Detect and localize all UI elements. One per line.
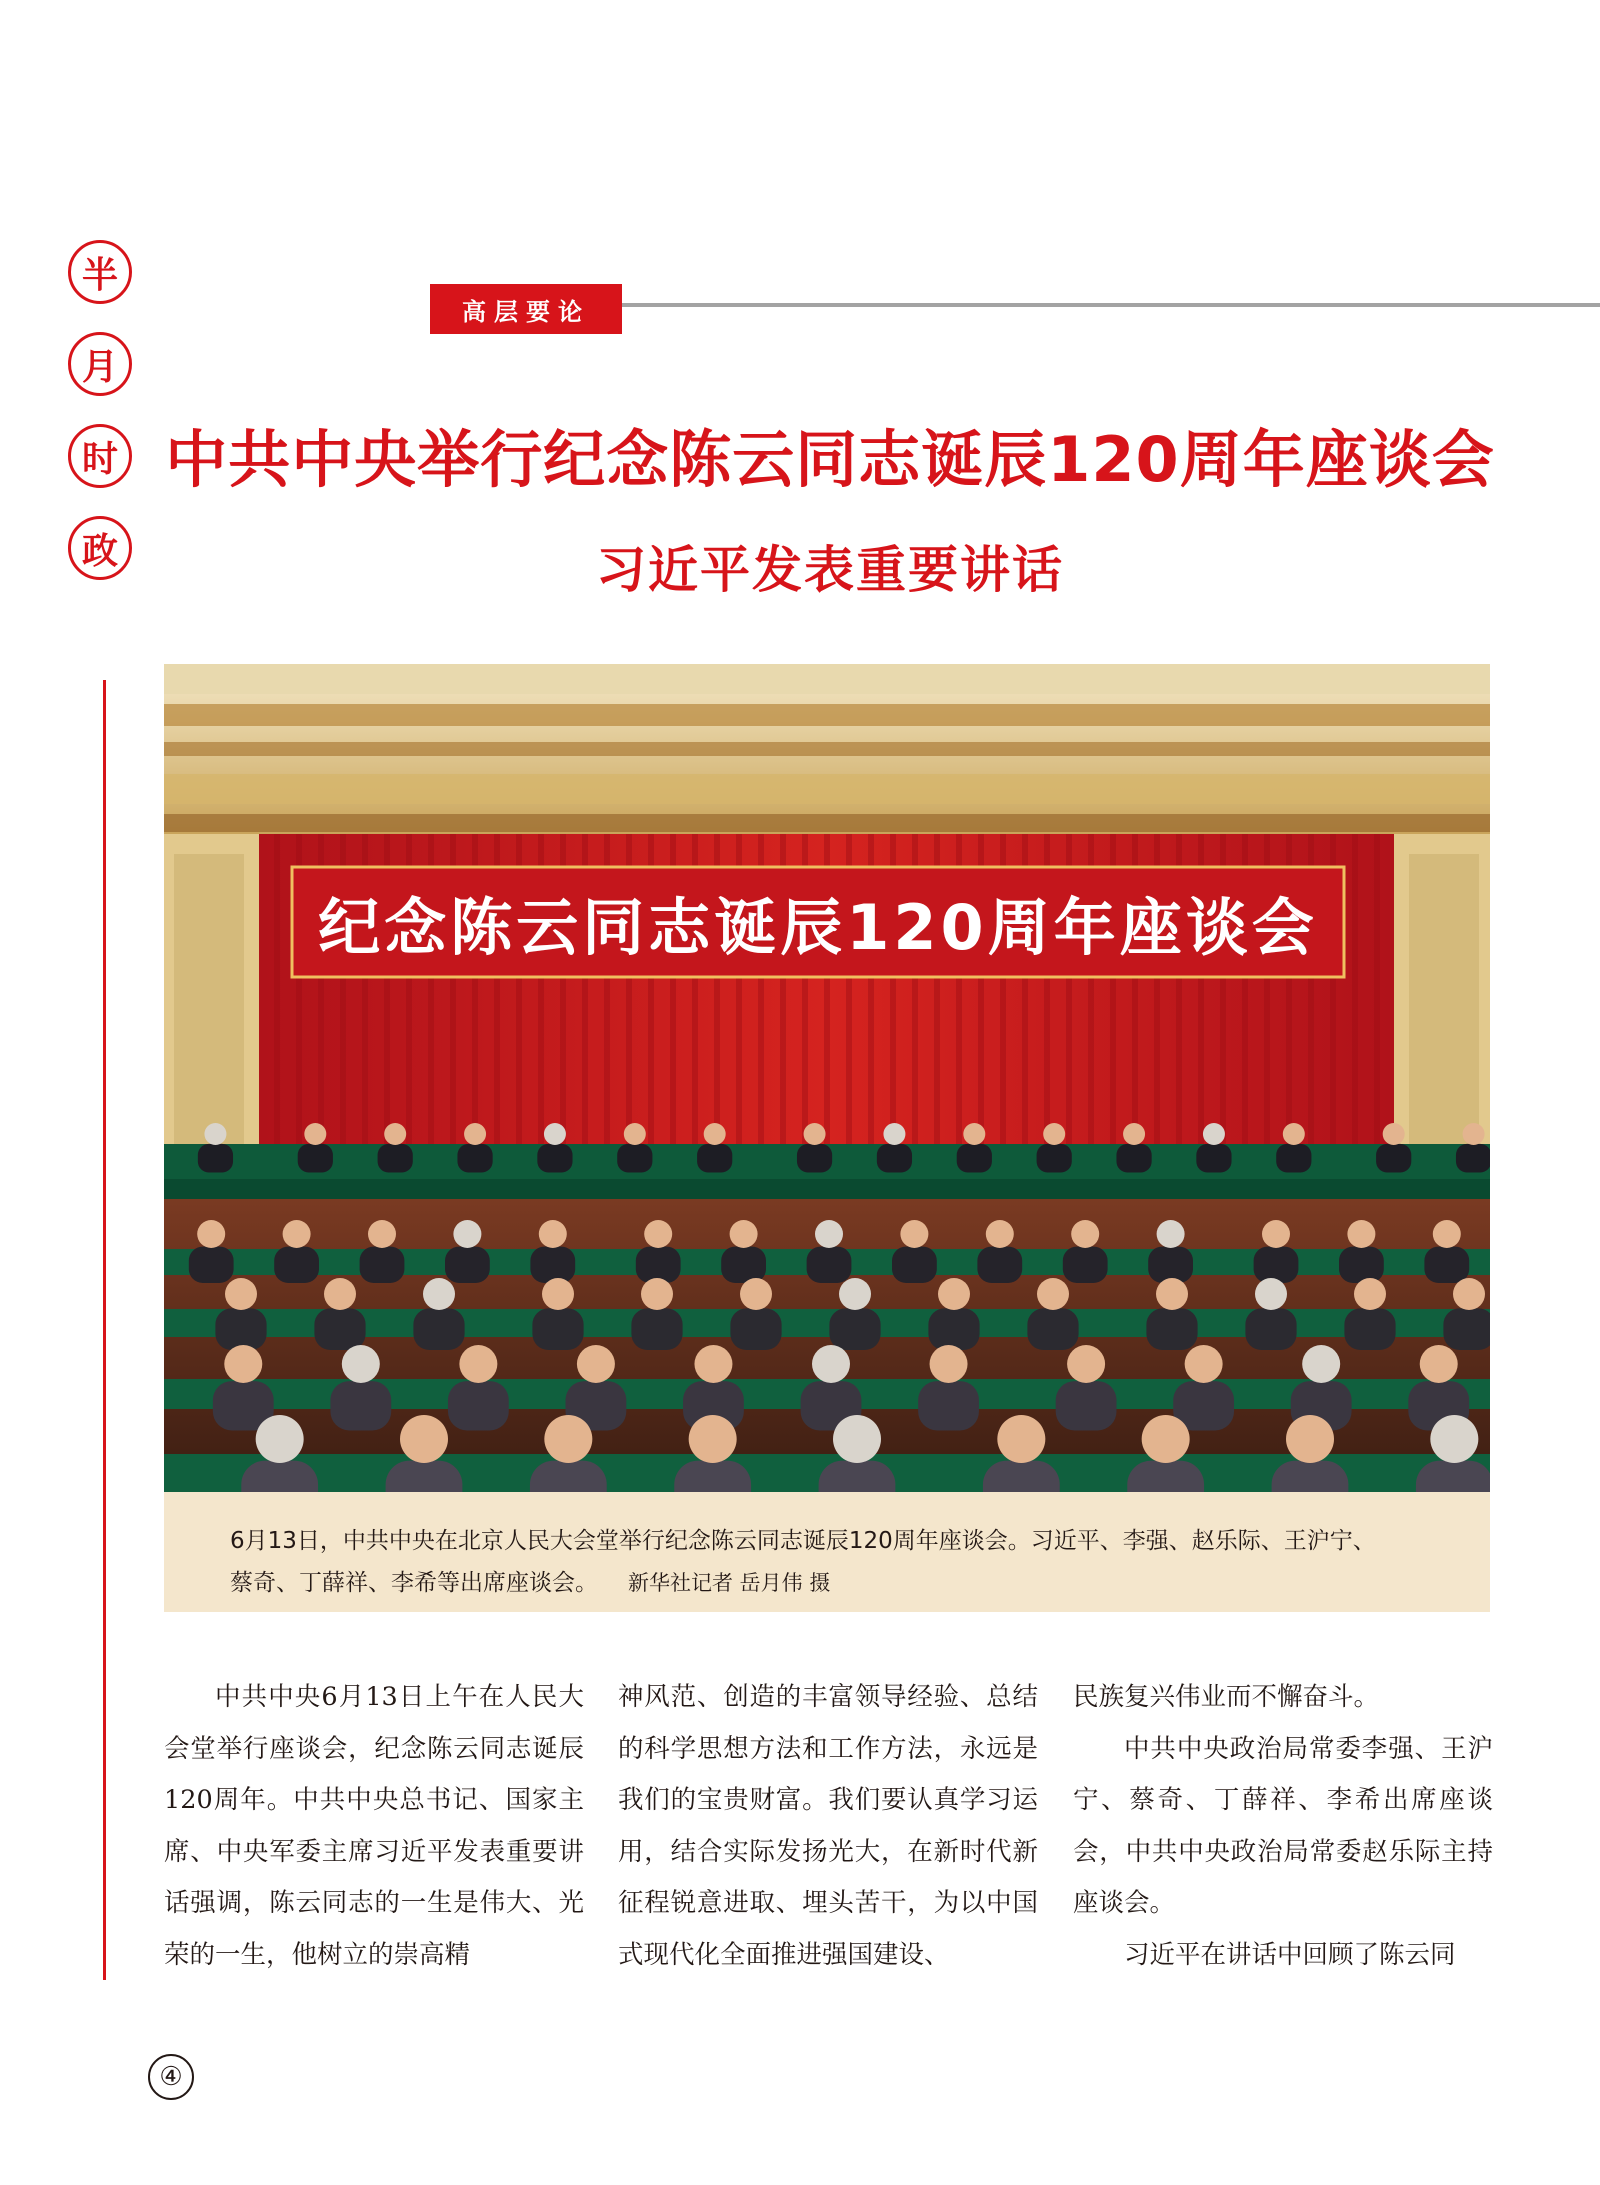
attendee-head — [1302, 1345, 1340, 1383]
attendee-head — [368, 1220, 396, 1248]
section-tag: 高层要论 — [430, 284, 622, 334]
attendee-head — [342, 1345, 380, 1383]
attendee-body — [1127, 1461, 1204, 1492]
attendee-head — [423, 1278, 455, 1310]
page-number: ④ — [148, 2054, 194, 2100]
page-subtitle: 习近平发表重要讲话 — [596, 541, 1064, 599]
attendee-head — [833, 1415, 881, 1463]
photo-caption — [164, 1492, 1490, 1612]
attendee-body — [215, 1308, 266, 1350]
attendee-head — [384, 1123, 406, 1145]
attendee-head — [730, 1220, 758, 1248]
attendee-head — [624, 1123, 646, 1145]
attendee-body — [1424, 1247, 1469, 1283]
attendee-body — [892, 1247, 937, 1283]
attendee-body — [1272, 1461, 1349, 1492]
attendee-body — [977, 1247, 1022, 1283]
attendee-body — [1276, 1144, 1311, 1173]
attendee-head — [453, 1220, 481, 1248]
attendee-body — [298, 1144, 333, 1173]
event-photo — [164, 664, 1490, 1492]
attendee-body — [198, 1144, 233, 1173]
paragraph: 中共中央6月13日上午在人民大会堂举行座谈会，纪念陈云同志诞辰120周年。中共中央总书记、国家主席、中央军委主席习近平发表重要讲话强调，陈云同志的一生是伟大、光荣的一生，他树立的崇高精 — [164, 1682, 584, 1970]
attendee-head — [1255, 1278, 1287, 1310]
section-rule — [622, 303, 1600, 307]
attendee-head — [1123, 1123, 1145, 1145]
attendee-head — [1463, 1123, 1485, 1145]
attendee-head — [1430, 1415, 1478, 1463]
attendee-body — [1456, 1144, 1490, 1173]
attendee-head — [839, 1278, 871, 1310]
photo-credit: 新华社记者 岳月伟 摄 — [628, 1571, 831, 1595]
attendee-body — [819, 1461, 896, 1492]
attendee-head — [224, 1345, 262, 1383]
attendee-head — [577, 1345, 615, 1383]
attendee-head — [400, 1415, 448, 1463]
attendee-head — [1262, 1220, 1290, 1248]
attendee-head — [1157, 1220, 1185, 1248]
attendee-head — [1453, 1278, 1485, 1310]
attendee-head — [986, 1220, 1014, 1248]
attendee-head — [938, 1278, 970, 1310]
attendee-body — [241, 1461, 318, 1492]
attendee-body — [829, 1308, 880, 1350]
attendee-head — [883, 1123, 905, 1145]
attendee-body — [1443, 1308, 1490, 1350]
attendee-body — [1416, 1461, 1490, 1492]
page-title: 中共中央举行纪念陈云同志诞辰120周年座谈会 — [165, 423, 1495, 496]
attendee-head — [1203, 1123, 1225, 1145]
attendee-body — [957, 1144, 992, 1173]
attendee-body — [721, 1247, 766, 1283]
attendee-body — [378, 1144, 413, 1173]
attendee-head — [1420, 1345, 1458, 1383]
attendee-head — [1354, 1278, 1386, 1310]
paragraph: 中共中央政治局常委李强、王沪宁、蔡奇、丁薛祥、李希出席座谈会，中共中央政治局常委赵乐际主持座谈会。 — [1073, 1733, 1493, 1918]
attendee-body — [537, 1144, 572, 1173]
attendee-head — [1142, 1415, 1190, 1463]
attendee-body — [1344, 1308, 1395, 1350]
attendee-body — [314, 1308, 365, 1350]
attendee-head — [283, 1220, 311, 1248]
attendee-head — [304, 1123, 326, 1145]
attendee-body — [413, 1308, 464, 1350]
attendee-head — [544, 1415, 592, 1463]
attendee-body — [983, 1461, 1060, 1492]
attendee-head — [997, 1415, 1045, 1463]
masthead-char-1: 半 — [68, 240, 132, 304]
attendee-head — [1071, 1220, 1099, 1248]
caption-line-2-text: 蔡奇、丁薛祥、李希等出席座谈会。 — [230, 1570, 598, 1596]
attendee-body — [1148, 1247, 1193, 1283]
body-column-2 — [618, 1672, 1038, 1981]
attendee-head — [1037, 1278, 1069, 1310]
attendee-body — [674, 1461, 751, 1492]
attendee-head — [1283, 1123, 1305, 1145]
attendee-body — [445, 1247, 490, 1283]
attendee-body — [1339, 1247, 1384, 1283]
paragraph: 民族复兴伟业而不懈奋斗。 — [1073, 1682, 1380, 1712]
attendee-body — [1027, 1308, 1078, 1350]
event-photo-illustration — [164, 664, 1490, 1492]
attendee-head — [1286, 1415, 1334, 1463]
attendee-head — [694, 1345, 732, 1383]
attendee-head — [542, 1278, 574, 1310]
attendee-body — [730, 1308, 781, 1350]
attendee-body — [530, 1461, 607, 1492]
masthead — [68, 240, 134, 608]
attendee-body — [330, 1381, 391, 1430]
attendee-head — [539, 1220, 567, 1248]
attendee-head — [1067, 1345, 1105, 1383]
attendee-body — [530, 1247, 575, 1283]
attendee-head — [930, 1345, 968, 1383]
attendee-body — [1056, 1381, 1117, 1430]
attendee-head — [324, 1278, 356, 1310]
attendee-head — [459, 1345, 497, 1383]
attendee-head — [1185, 1345, 1223, 1383]
masthead-char-2: 月 — [68, 332, 132, 396]
attendee-body — [274, 1247, 319, 1283]
attendee-head — [804, 1123, 826, 1145]
masthead-char-3: 时 — [68, 424, 132, 488]
attendee-body — [797, 1144, 832, 1173]
attendee-head — [197, 1220, 225, 1248]
attendee-body — [617, 1144, 652, 1173]
attendee-body — [386, 1461, 463, 1492]
attendee-body — [877, 1144, 912, 1173]
masthead-char-4: 政 — [68, 516, 132, 580]
attendee-head — [641, 1278, 673, 1310]
attendee-head — [464, 1123, 486, 1145]
attendee-body — [1376, 1144, 1411, 1173]
attendee-head — [644, 1220, 672, 1248]
attendee-head — [1433, 1220, 1461, 1248]
attendee-head — [900, 1220, 928, 1248]
banner-text: 纪念陈云同志诞辰120周年座谈会 — [318, 890, 1318, 964]
attendee-body — [457, 1144, 492, 1173]
attendee-body — [631, 1308, 682, 1350]
attendee-body — [448, 1381, 509, 1430]
caption-line-2 — [230, 1562, 1450, 1604]
attendee-body — [918, 1381, 979, 1430]
attendee-head — [1347, 1220, 1375, 1248]
caption-line-1: 6月13日，中共中央在北京人民大会堂举行纪念陈云同志诞辰120周年座谈会。习近平、李强、赵乐际、王沪宁、 — [230, 1528, 1376, 1554]
attendee-head — [225, 1278, 257, 1310]
attendee-head — [815, 1220, 843, 1248]
attendee-head — [544, 1123, 566, 1145]
attendee-head — [704, 1123, 726, 1145]
attendee-body — [1037, 1144, 1072, 1173]
attendee-head — [204, 1123, 226, 1145]
attendee-body — [1254, 1247, 1299, 1283]
attendee-head — [256, 1415, 304, 1463]
attendee-body — [697, 1144, 732, 1173]
attendee-head — [1383, 1123, 1405, 1145]
attendee-body — [360, 1247, 405, 1283]
attendee-head — [1156, 1278, 1188, 1310]
attendee-body — [1063, 1247, 1108, 1283]
paragraph: 神风范、创造的丰富领导经验、总结的科学思想方法和工作方法，永远是我们的宝贵财富。我们要认真学习运用，结合实际发扬光大，在新时代新征程锐意进取、埋头苦干，为以中国式现代化全面推进强国建设、 — [618, 1682, 1038, 1970]
attendee-body — [1146, 1308, 1197, 1350]
attendee-head — [812, 1345, 850, 1383]
attendee-body — [532, 1308, 583, 1350]
attendee-head — [689, 1415, 737, 1463]
body-column-1 — [164, 1672, 584, 1981]
attendee-body — [189, 1247, 234, 1283]
attendee-head — [1043, 1123, 1065, 1145]
paragraph: 习近平在讲话中回顾了陈云同 — [1124, 1939, 1456, 1970]
attendee-body — [1196, 1144, 1231, 1173]
attendee-head — [740, 1278, 772, 1310]
attendee-body — [928, 1308, 979, 1350]
attendee-head — [963, 1123, 985, 1145]
attendee-body — [807, 1247, 852, 1283]
body-column-3 — [1073, 1672, 1493, 1981]
attendee-body — [636, 1247, 681, 1283]
attendee-body — [1245, 1308, 1296, 1350]
attendee-body — [1116, 1144, 1151, 1173]
